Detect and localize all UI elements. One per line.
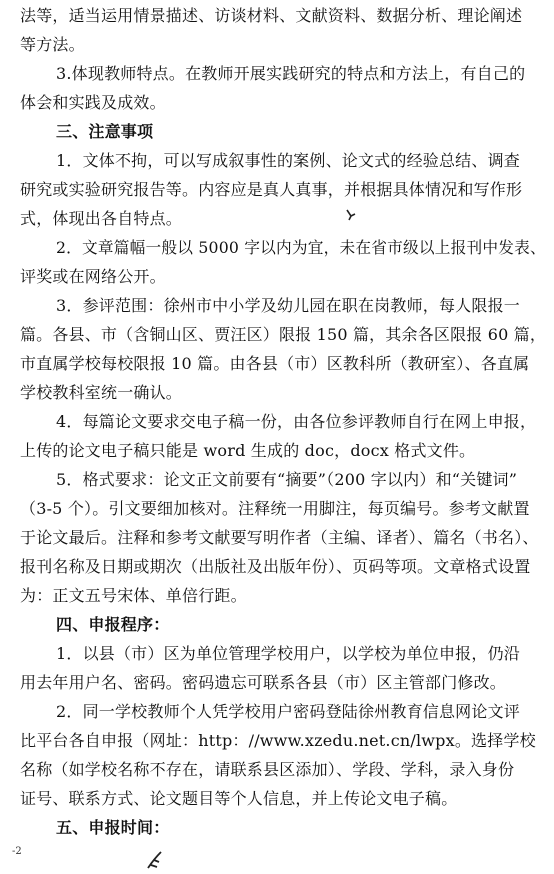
ink-mark-icon: [344, 208, 358, 222]
text-line: 5．格式要求：论文正文前要有“摘要”（200 字以内）和“关键词”: [56, 470, 518, 489]
ink-mark-icon: [146, 850, 164, 870]
text-line: 3.体现教师特点。在教师开展实践研究的特点和方法上，有自己的: [56, 64, 526, 83]
page-number: -2: [12, 846, 22, 857]
text-line: 式，体现出各自特点。: [20, 209, 183, 228]
text-line: 4．每篇论文要求交电子稿一份，由各位参评教师自行在网上申报，: [56, 412, 537, 431]
text-line: 体会和实践及成效。: [20, 93, 166, 112]
section-heading: 五、申报时间：: [56, 818, 170, 837]
section-heading: 三、注意事项: [56, 122, 154, 141]
text-line: 1．文体不拘，可以写成叙事性的案例、论文式的经验总结、调查: [56, 151, 520, 170]
text-line: 市直属学校每校限报 10 篇。由各县（市）区教科所（教研室）、各直属: [20, 354, 530, 373]
text-line: 研究或实验研究报告等。内容应是真人真事，并根据具体情况和写作形: [20, 180, 523, 199]
text-line: 法等，适当运用情景描述、访谈材料、文献资料、数据分析、理论阐述: [20, 6, 523, 25]
text-line: 证号、联系方式、论文题目等个人信息，并上传论文电子稿。: [20, 789, 458, 808]
text-line: 上传的论文电子稿只能是 word 生成的 doc，docx 格式文件。: [20, 441, 476, 460]
text-line: 2．文章篇幅一般以 5000 字以内为宜，未在省市级以上报刊中发表、: [56, 238, 546, 257]
text-line: 学校教科室统一确认。: [20, 383, 183, 402]
text-line: 用去年用户名、密码。密码遗忘可联系各县（市）区主管部门修改。: [20, 673, 507, 692]
text-line: （3-5 个）。引文要细加核对。注释统一用脚注，每页编号。参考文献置: [20, 499, 530, 518]
text-line: 3．参评范围：徐州市中小学及幼儿园在职在岗教师，每人限报一: [56, 296, 520, 315]
text-line: 于论文最后。注释和参考文献要写明作者（主编、译者）、篇名（书名）、: [20, 528, 539, 547]
text-line: 名称（如学校名称不存在，请联系县区添加）、学段、学科，录入身份: [20, 760, 515, 779]
section-heading: 四、申报程序：: [56, 615, 170, 634]
text-line: 比平台各自申报（网址：http：//www.xzedu.net.cn/lwpx。选择学校: [20, 731, 536, 750]
text-line: 2．同一学校教师个人凭学校用户密码登陆徐州教育信息网论文评: [56, 702, 520, 721]
text-line: 评奖或在网络公开。: [20, 267, 166, 286]
text-line: 为：正文五号宋体、单倍行距。: [20, 586, 247, 605]
text-line: 等方法。: [20, 35, 85, 54]
text-line: 报刊名称及日期或期次（出版社及出版年份）、页码等项。文章格式设置: [20, 557, 531, 576]
text-line: 篇。各县、市（含铜山区、贾汪区）限报 150 篇，其余各区限报 60 篇，: [20, 325, 547, 344]
text-line: 1．以县（市）区为单位管理学校用户，以学校为单位申报，仍沿: [56, 644, 520, 663]
